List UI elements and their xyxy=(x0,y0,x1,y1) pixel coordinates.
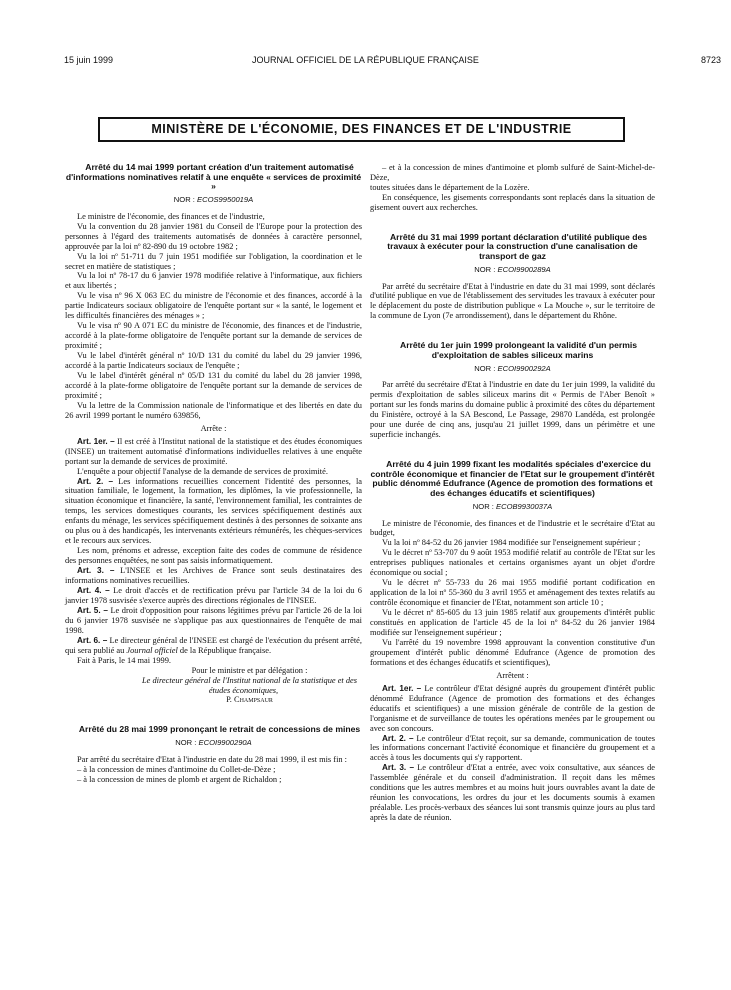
paragraph: Par arrêté du secrétaire d'Etat à l'industrie en date du 28 mai 1999, il est mis fin : xyxy=(77,754,348,764)
paragraph: Par arrêté du secrétaire d'Etat à l'industrie en date du 1er juin 1999, la validité du permis d'exploitation de sables siliceux marins dit « Permis de l'Aber Benoît » portant sur les fonds marins du domaine public à proximité des côtes du département du Finistère, octroyé à la SA Bescond, Le Passage, 29870 Landéda, est prolongée pour une durée de cinq ans, jusqu'au 21 juillet 1999, dans un périmètre et une superficie inchangés. xyxy=(370,380,655,440)
paragraph: Vu la loi nº 51-711 du 7 juin 1951 modifiée sur l'obligation, la coordination et le secret en matière de statistiques ; xyxy=(65,251,362,271)
decree-edufrance xyxy=(370,460,655,823)
paragraph: Vu le décret nº 53-707 du 9 août 1953 modifié relatif au contrôle de l'Etat sur les entreprises publiques nationales et certains organismes ayant un objet d'ordre économique ou social ; xyxy=(370,548,655,578)
paragraph: Vu le visa nº 96 X 063 EC du ministre de l'économie et des finances, accordé à la partie Indicateurs sociaux obligatoire de l'enquête portant sur « la santé, le logement et les difficultés financières des ménages » ; xyxy=(65,291,362,321)
paragraph: Le ministre de l'économie, des finances et de l'industrie et le secrétaire d'Etat au budget, xyxy=(370,518,655,538)
header-journal-title: JOURNAL OFFICIEL DE LA RÉPUBLIQUE FRANÇAISE xyxy=(252,55,479,65)
decree-title: Arrêté du 4 juin 1999 fixant les modalités spéciales d'exercice du contrôle économique et financier de l'Etat sur le groupement d'intérêt public dénommé Edufrance (Agence de promotion des formations et des échanges éducatifs et scientifiques) xyxy=(370,459,655,498)
decree-retrait-concessions xyxy=(65,725,362,784)
nor-reference: NOR : ECOI9900292A xyxy=(474,363,551,373)
list-item: – et à la concession de mines d'antimoine et plomb sulfuré de Saint-Michel-de-Dèze, xyxy=(370,163,655,182)
signature-title: Le directeur général de l'Institut national de la statistique et des études économiques, xyxy=(141,675,357,695)
signature-name: P. Champsaur xyxy=(226,695,273,705)
paragraph: Vu la loi nº 78-17 du 6 janvier 1978 modifiée relative à l'informatique, aux fichiers et aux libertés ; xyxy=(65,271,362,291)
signature-delegation: Pour le ministre et par délégation : xyxy=(191,665,308,675)
paragraph: Vu le label d'intérêt général nº 10/D 131 du comité du label du 29 janvier 1996, accordé à la partie Indicateurs sociaux de l'enquête ; xyxy=(65,351,362,371)
paragraph: Vu le décret nº 85-605 du 13 juin 1985 relatif aux groupements d'intérêt public constitués en application de l'article 45 de la loi nº 84-52 du 26 janvier 1984 modifiée sur l'enseignement supérieur ; xyxy=(370,608,655,637)
paragraph: Vu le visa nº 90 A 071 EC du ministre de l'économie, des finances et de l'industrie, accordé à la plate-forme obligatoire de l'enquête portant sur la demande de services de proximité ; xyxy=(65,321,362,351)
paragraph: Les nom, prénoms et adresse, exception faite des codes de commune de résidence des personnes enquêtées, ne sont pas saisis informatiquement. xyxy=(65,546,362,566)
list-item: – à la concession de mines d'antimoine du Collet-de-Dèze ; xyxy=(77,764,276,774)
decree-canalisation-gaz xyxy=(370,233,655,322)
decree-title: Arrêté du 1er juin 1999 prolongeant la validité d'un permis d'exploitation de sables siliceux marins xyxy=(400,340,637,360)
article-1: Art. 1er. – Il est créé à l'Institut national de la statistique et des études économiques (INSEE) un traitement automatisé d'informations individuelles relatives à une enquête portant sur la demande de services de proximité. xyxy=(65,436,363,466)
paragraph: L'enquête a pour objectif l'analyse de la demande de services de proximité. xyxy=(77,466,328,476)
article-5: Art. 5. – Le droit d'opposition pour raisons légitimes prévu par l'article 26 de la loi du 6 janvier 1978 susvisée ne s'applique pas aux questionnaires de l'enquête de mai 1998. xyxy=(65,605,362,635)
article-4: Art. 4. – Le droit d'accès et de rectification prévu par l'article 34 de la loi du 6 janvier 1978 susvisée s'exerce auprès des directions régionales de l'INSEE. xyxy=(65,586,362,605)
paragraph: Vu la lettre de la Commission nationale de l'informatique et des libertés en date du 26 avril 1999 portant le numéro 639856, xyxy=(65,400,362,420)
nor-reference: NOR : ECOB9930037A xyxy=(472,501,553,511)
paragraph: Par arrêté du secrétaire d'Etat à l'industrie en date du 31 mai 1999, sont déclarés d'utilité publique en vue de l'établissement des servitudes les travaux à exécuter pour le déplacement du poste de distribution publique « La Mouche », sur le territoire de la commune de Lyon (7e arrondissement), dans le département du Rhône. xyxy=(370,281,655,321)
left-column xyxy=(65,163,362,785)
nor-reference: NOR : ECOS9950019A xyxy=(173,194,254,204)
article-3: Art. 3. – L'INSEE et les Archives de France sont seuls destinataires des informations nominatives recueillies. xyxy=(65,566,362,586)
fait-a-paris: Fait à Paris, le 14 mai 1999. xyxy=(77,655,171,665)
decree-sables-siliceux xyxy=(370,341,655,440)
list-item: – à la concession de mines de plomb et argent de Richaldon ; xyxy=(77,774,282,784)
article-6: Art. 6. – Le directeur général de l'INSEE est chargé de l'exécution du présent arrêté, qui sera publié au Journal officiel de la République française. xyxy=(65,635,362,655)
article-2: Art. 2. – Le contrôleur d'Etat reçoit, sur sa demande, communication de toutes les informations concernant l'activité économique et financière du groupement et a accès à tous les documents qui s'y rapportent. xyxy=(370,733,655,763)
nor-reference: NOR : ECOI9900290A xyxy=(175,738,252,748)
header-page-number: 8723 xyxy=(700,55,721,65)
decree-title: Arrêté du 28 mai 1999 prononçant le retrait de concessions de mines xyxy=(78,724,361,735)
arretent-heading: Arrêtent : xyxy=(496,670,529,680)
decree-title: Arrêté du 14 mai 1999 portant création d'un traitement automatisé d'informations nominatives relatif à une enquête « services de proximité » xyxy=(65,162,362,192)
article-1: Art. 1er. – Le contrôleur d'Etat désigné auprès du groupement d'intérêt public dénommé Edufrance (Agence de promotion des formations et des échanges éducatifs et scientifiques) a une mission générale de contrôle de la gestion de l'organisme et de surveillance de toutes les opérations menées par le groupement ou avec son concours. xyxy=(370,683,656,733)
nor-reference: NOR : ECOI9900289A xyxy=(474,264,551,274)
ministry-banner: MINISTÈRE DE L'ÉCONOMIE, DES FINANCES ET DE L'INDUSTRIE xyxy=(98,117,625,142)
article-3: Art. 3. – Le contrôleur d'Etat a entrée, avec voix consultative, aux séances de l'assemblée générale et du conseil d'administration. Il reçoit dans les mêmes conditions que les autres membres et au moins huit jours ouvrables avant la date de réunion les convocations, les ordres du jour et les documents soumis à examen préalable. Les procès-verbaux des séances lui sont transmis quinze jours au plus tard après la date de réunion. xyxy=(370,763,655,823)
arrete-heading: Arrête : xyxy=(200,423,227,433)
paragraph: Le ministre de l'économie, des finances et de l'industrie, xyxy=(77,211,265,221)
header-date: 15 juin 1999 xyxy=(64,55,114,65)
decree-retrait-concessions-continued xyxy=(370,163,655,213)
paragraph: Vu l'arrêté du 19 novembre 1998 approuvant la convention constitutive d'un groupement d'intérêt public dénommé Edufrance (Agence de promotion des formations et des échanges éducatifs et scientifiques), xyxy=(370,637,655,667)
page-header xyxy=(0,55,731,67)
paragraph: Vu le décret nº 55-733 du 26 mai 1955 modifié portant codification en application de la loi nº 55-360 du 3 avril 1955 et aménagement des textes relatifs au contrôle économique et financier de l'Etat, notamment son article 10 ; xyxy=(370,578,655,608)
paragraph: toutes situées dans le département de la Lozère. xyxy=(370,182,530,192)
paragraph: En conséquence, les gisements correspondants sont replacés dans la situation de gisement ouvert aux recherches. xyxy=(370,192,655,212)
paragraph: Vu la loi nº 84-52 du 26 janvier 1984 modifiée sur l'enseignement supérieur ; xyxy=(382,538,641,548)
paragraph: Vu la convention du 28 janvier 1981 du Conseil de l'Europe pour la protection des personnes à l'égard des traitements automatisés de données à caractère personnel, approuvée par la loi nº 82-890 du 19 octobre 1982 ; xyxy=(65,221,362,251)
paragraph: Vu le label d'intérêt général nº 05/D 131 du comité du label du 28 janvier 1998, accordé à la plate-forme obligatoire de l'enquête portant sur la demande de services de proximité ; xyxy=(65,370,362,400)
article-2: Art. 2. – Les informations recueillies concernent l'identité des personnes, la situation familiale, le logement, la formation, les diplômes, la vie professionnelle, la situation économique et financière, la santé, l'environnement familial, les contraintes de temps, les services domestiques courants, les services spécifiquement destinés aux enfants du ménage, les services spécifiquement destinés à des personnes de soixante ans ou plus ou à des handicapés, les intervenants extérieurs rémunérés, les chèques-services et le recours aux services. xyxy=(65,476,362,546)
right-column xyxy=(370,163,655,823)
decree-title: Arrêté du 31 mai 1999 portant déclaration d'utilité publique des travaux à exécuter pour la construction d'une canalisation de transport de gaz xyxy=(387,231,648,261)
decree-services-proximite xyxy=(65,163,362,705)
